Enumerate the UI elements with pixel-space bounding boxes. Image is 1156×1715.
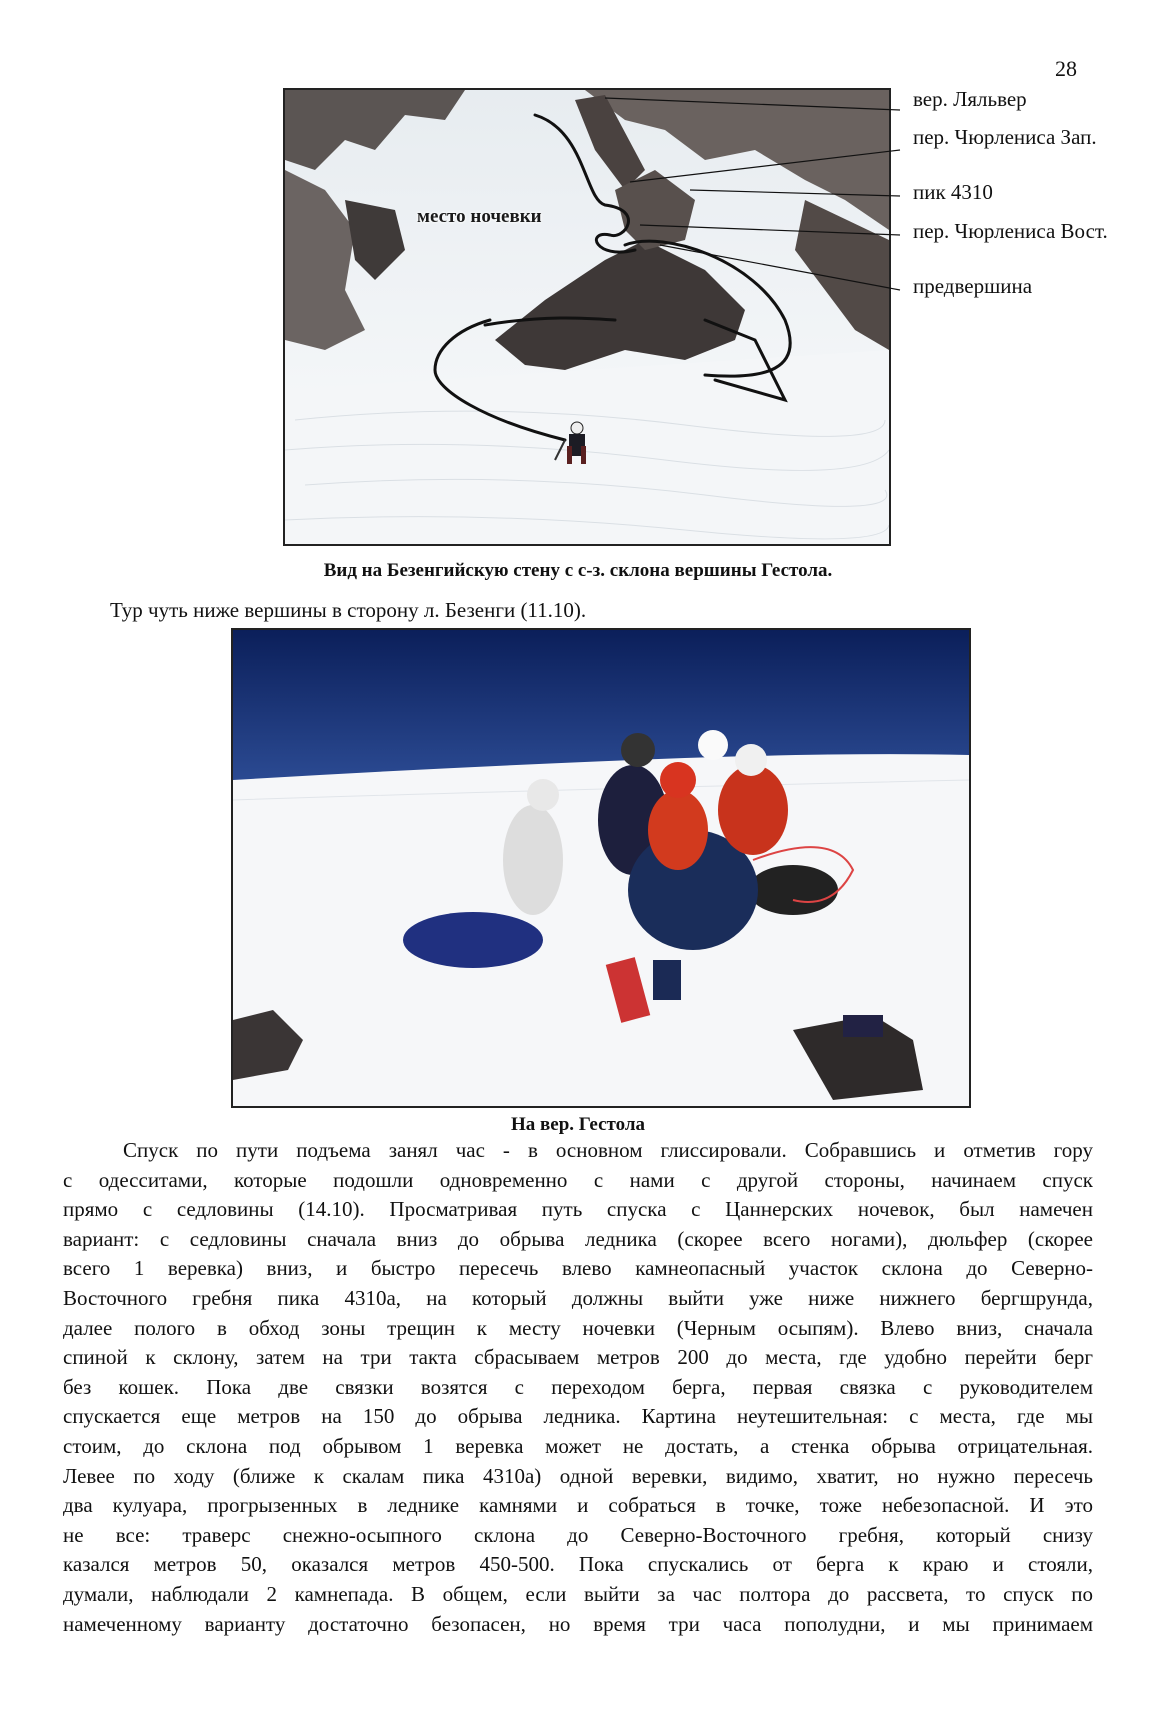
summit-cairn-text: Тур чуть ниже вершины в сторону л. Безенги (11.10).	[110, 598, 587, 622]
summit-group-photo	[231, 628, 971, 1108]
body-line: всего 1 веревка) вниз, и быстро пересечь влево камнеопасный участок склона до Северно-	[63, 1256, 1093, 1281]
body-line: с одесситами, которые подошли одновременно с нами с другой стороны, начинаем спуск	[63, 1167, 1093, 1192]
page-number: 28	[1055, 56, 1077, 81]
top-photo-caption: Вид на Безенгийскую стену с с-з. склона вершины Гестола.	[323, 560, 833, 581]
body-line: вариант: с седловины сначала вниз до обрыва ледника (скорее всего ногами), дюльфер (скорее	[63, 1226, 1093, 1251]
body-line: Восточного гребня пика 4310а, на который должны выйти уже ниже нижнего бергшрунда,	[63, 1285, 1093, 1310]
body-line: спускается еще метров на 150 до обрыва ледника. Картина неутешительная: с места, где мы	[63, 1404, 1093, 1429]
body-line: намеченному варианту достаточно безопасен, но время три часа пополудни, и мы принимаем	[63, 1611, 1093, 1636]
label-lyalver-peak: вер. Ляльвер	[913, 87, 1027, 111]
bottom-photo-caption: На вер. Гестола	[510, 1114, 646, 1135]
body-line: казался метров 50, оказался метров 450-500. Пока спускались от берга к краю и стояли,	[63, 1552, 1093, 1577]
label-churlenis-east-pass: пер. Чюрлениса Вост.	[913, 219, 1108, 243]
body-line: прямо с седловины (14.10). Просматривая путь спуска с Цаннерских ночевок, был намечен	[63, 1197, 1093, 1222]
body-line: Левее по ходу (ближе к скалам пика 4310а) одной веревки, видимо, хватит, но нужно пересечь	[63, 1463, 1093, 1488]
body-line: стоим, до склона под обрывом 1 веревка может не достать, а стенка обрыва отрицательная.	[63, 1433, 1093, 1458]
body-line: не все: траверс снежно-осыпного склона до Северно-Восточного гребня, который снизу	[63, 1522, 1093, 1547]
body-line: без кошек. Пока две связки возятся с переходом берга, первая связка с руководителем	[63, 1374, 1093, 1399]
campsite-label: место ночевки	[417, 206, 542, 227]
body-line: далее полого в обход зоны трещин к месту ночевки (Черным осыпям). Влево вниз, сначала	[63, 1315, 1093, 1340]
body-line: Спуск по пути подъема занял час - в основном глиссировали. Собравшись и отметив гору	[123, 1138, 1093, 1162]
label-peak-4310: пик 4310	[913, 180, 993, 204]
mountain-wall-photo	[283, 88, 891, 546]
label-forepeak: предвершина	[913, 274, 1033, 298]
body-line: спиной к склону, затем на три такта сбрасываем метров 200 до места, где удобно перейти берг	[63, 1345, 1093, 1370]
body-line: два кулуара, прогрызенных в леднике камнями и собраться в точке, тоже небезопасной. И это	[63, 1493, 1093, 1518]
label-churlenis-west-pass: пер. Чюрлениса Зап.	[913, 125, 1097, 149]
body-paragraph	[63, 1136, 1093, 1639]
body-line: думали, наблюдали 2 камнепада. В общем, если выйти за час полтора до рассвета, то спуск по	[63, 1581, 1093, 1606]
